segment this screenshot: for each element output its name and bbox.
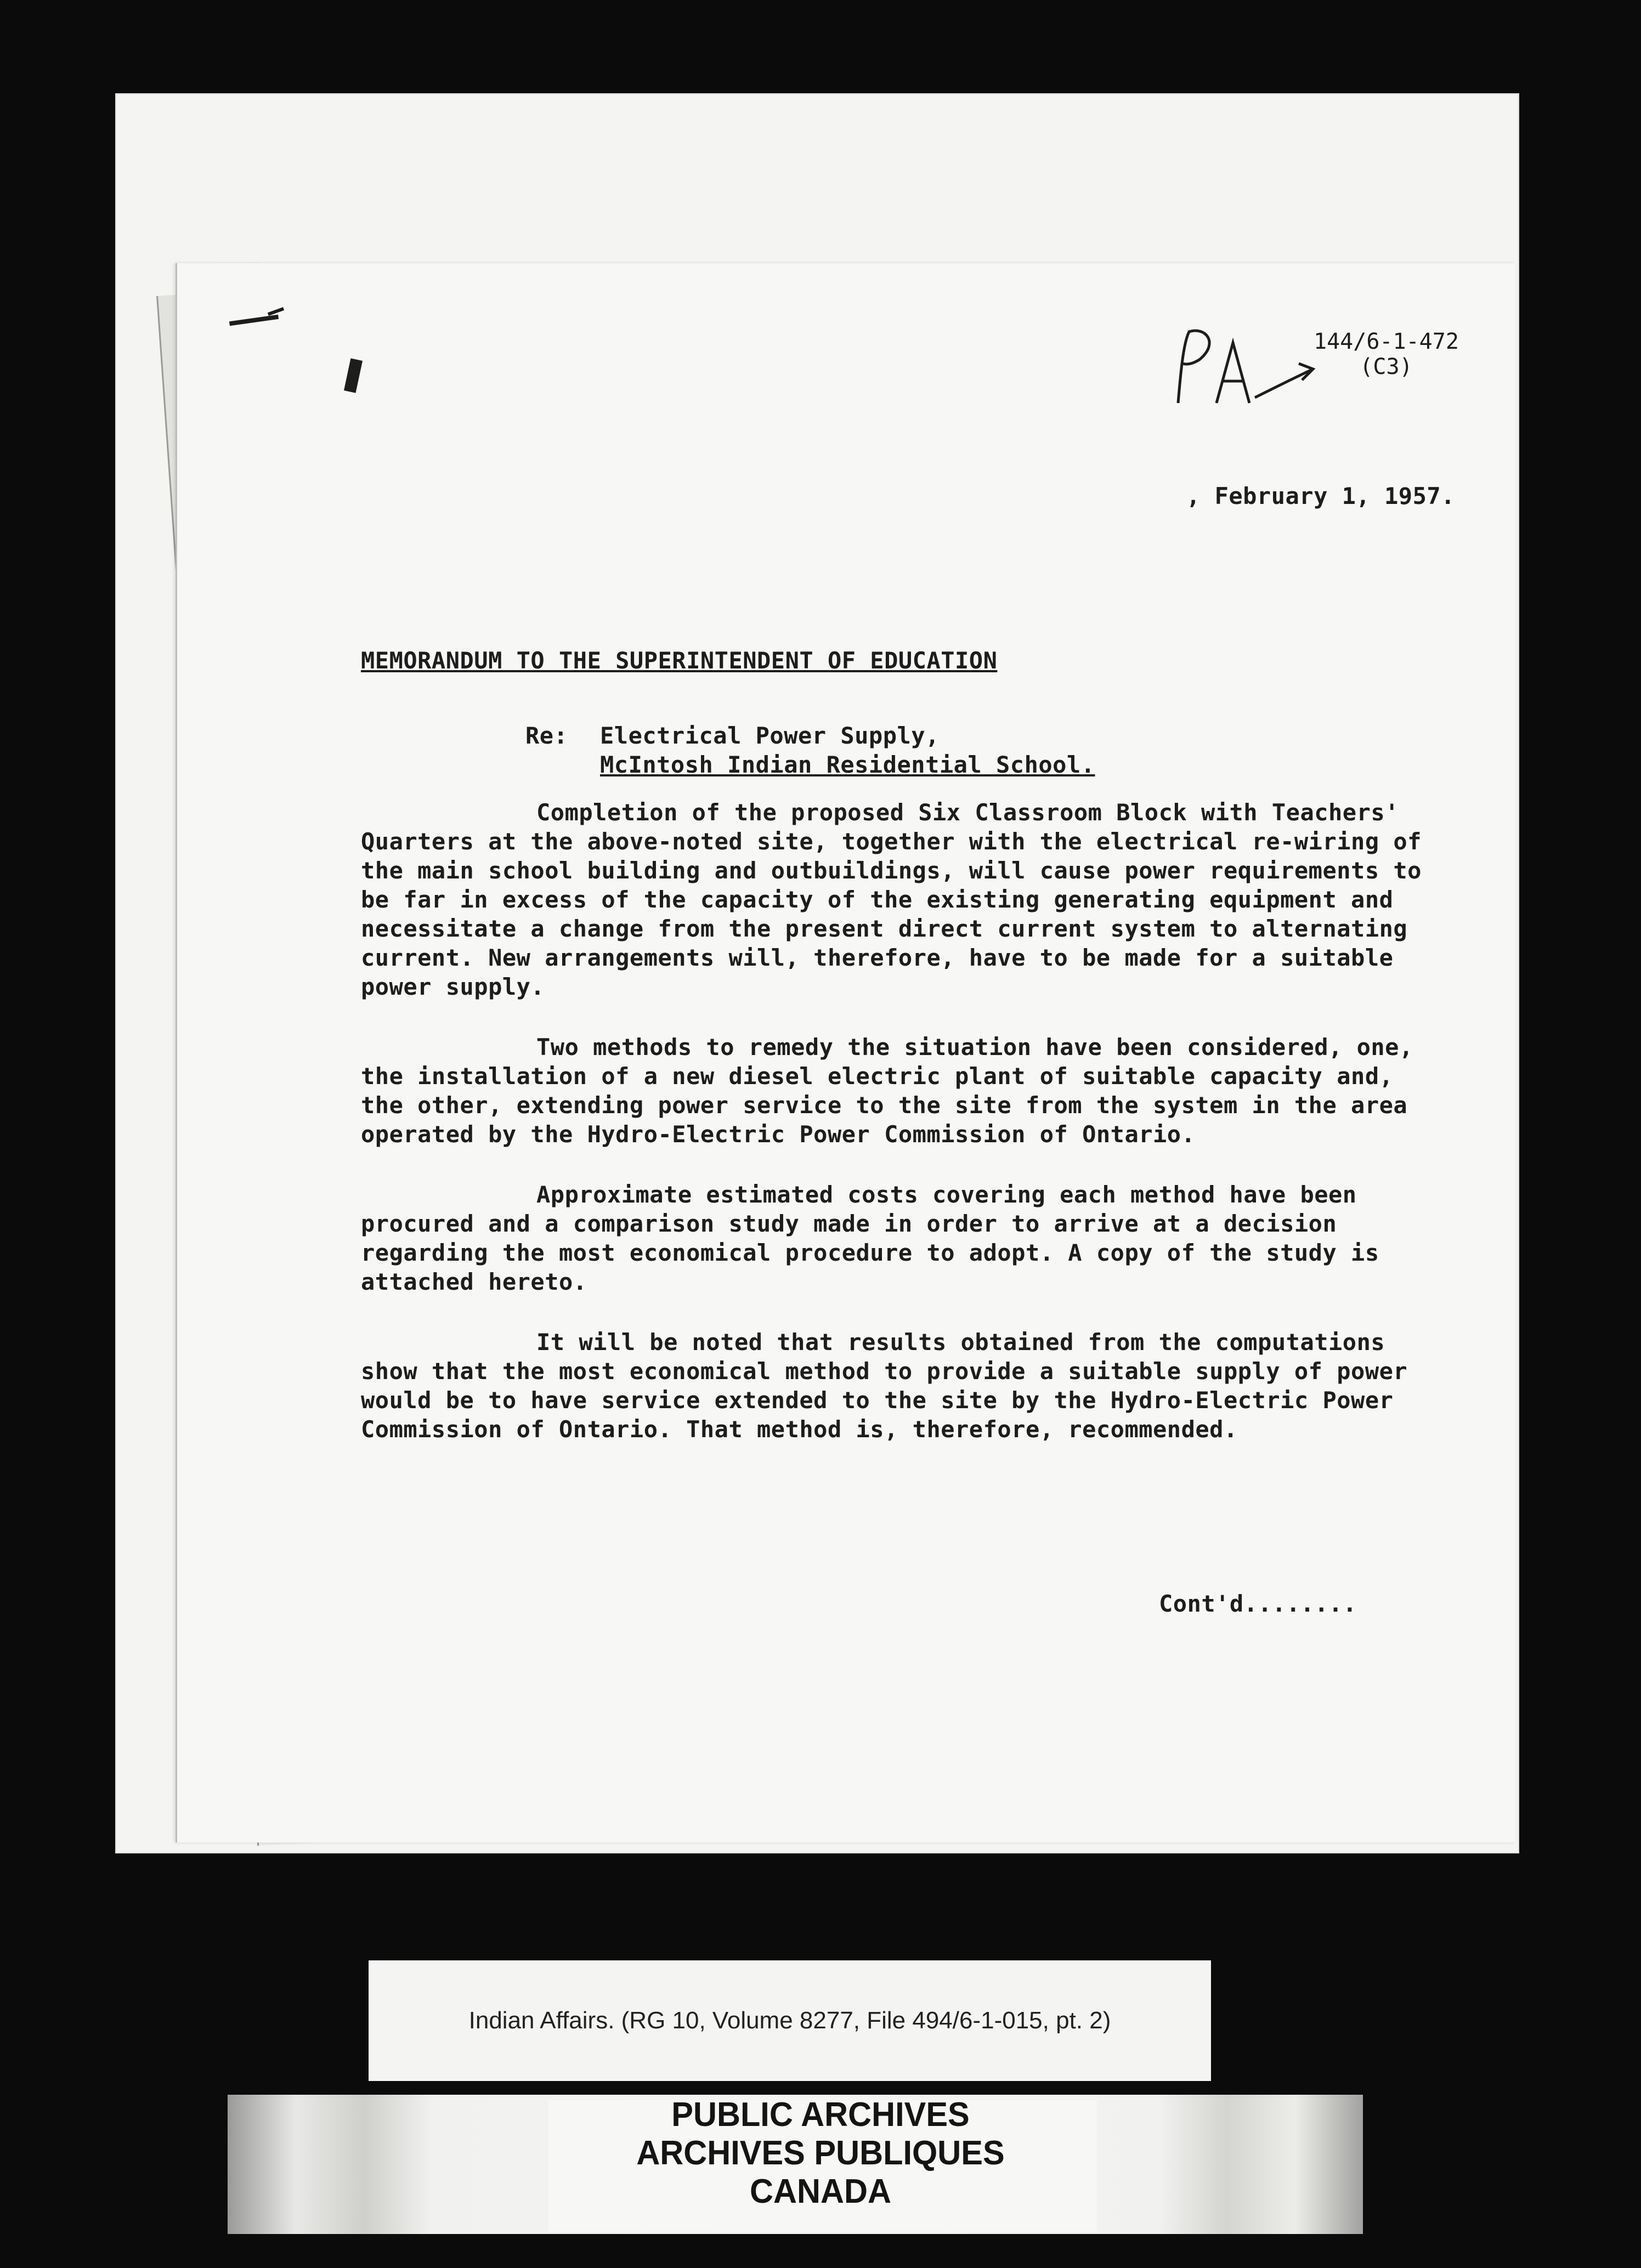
- body-paragraph: Approximate estimated costs covering each method have been procured and a comparison study made in order to arrive at a decision regarding the most economical procedure to adopt. A copy of the study is attached hereto.: [361, 1181, 1379, 1295]
- stamp-line-2: ARCHIVES PUBLIQUES: [636, 2134, 1005, 2172]
- body-paragraph: Two methods to remedy the situation have been considered, one, the installation of a new diesel electric plant of suitable capacity and, the other, extending power service to the site from the system in the area operated by the Hydro-Electric Power Commission of Ontario.: [361, 1034, 1413, 1148]
- ink-mark: [229, 315, 279, 326]
- file-reference: [1314, 329, 1459, 379]
- stamp-line-1: PUBLIC ARCHIVES: [671, 2096, 970, 2134]
- stamp-line-3: CANADA: [750, 2173, 891, 2210]
- file-reference-sub: (C3): [1360, 354, 1413, 379]
- file-reference-number: 144/6-1-472: [1314, 329, 1459, 354]
- subject-line-2: McIntosh Indian Residential School.: [600, 751, 1095, 778]
- body-paragraph: Completion of the proposed Six Classroom Block with Teachers' Quarters at the above-noted site, together with the electrical re-wiring of the main school building and outbuildings, will cause power requirements to be far in excess of the capacity of the existing generating equipment and necessitate a change from the present direct current system to alternating current. New arrangements will, therefore, have to be made for a suitable power supply.: [361, 799, 1422, 1000]
- source-caption-text: Indian Affairs. (RG 10, Volume 8277, File 494/6-1-015, pt. 2): [468, 2007, 1111, 2034]
- subject-line-1: [525, 721, 1095, 750]
- ink-mark: [344, 358, 363, 393]
- subject-block: [525, 721, 1095, 779]
- memo-body: [361, 798, 1436, 1475]
- memo-sheet: [176, 263, 1515, 1842]
- memo-title: MEMORANDUM TO THE SUPERINTENDENT OF EDUCATION: [361, 647, 998, 674]
- memo-date: , February 1, 1957.: [1186, 483, 1455, 509]
- source-caption: [369, 1960, 1211, 2081]
- re-label: Re:: [525, 722, 568, 749]
- body-paragraph: It will be noted that results obtained from the computations show that the most economical method to provide a suitable supply of power would be to have service extended to the site by the Hydro-Electric Power Commission of Ontario. That method is, therefore, recommended.: [361, 1329, 1408, 1443]
- continued-marker: Cont'd........: [1159, 1590, 1357, 1617]
- archive-stamp: [33, 2096, 1608, 2211]
- subject-text-1: Electrical Power Supply,: [600, 722, 940, 749]
